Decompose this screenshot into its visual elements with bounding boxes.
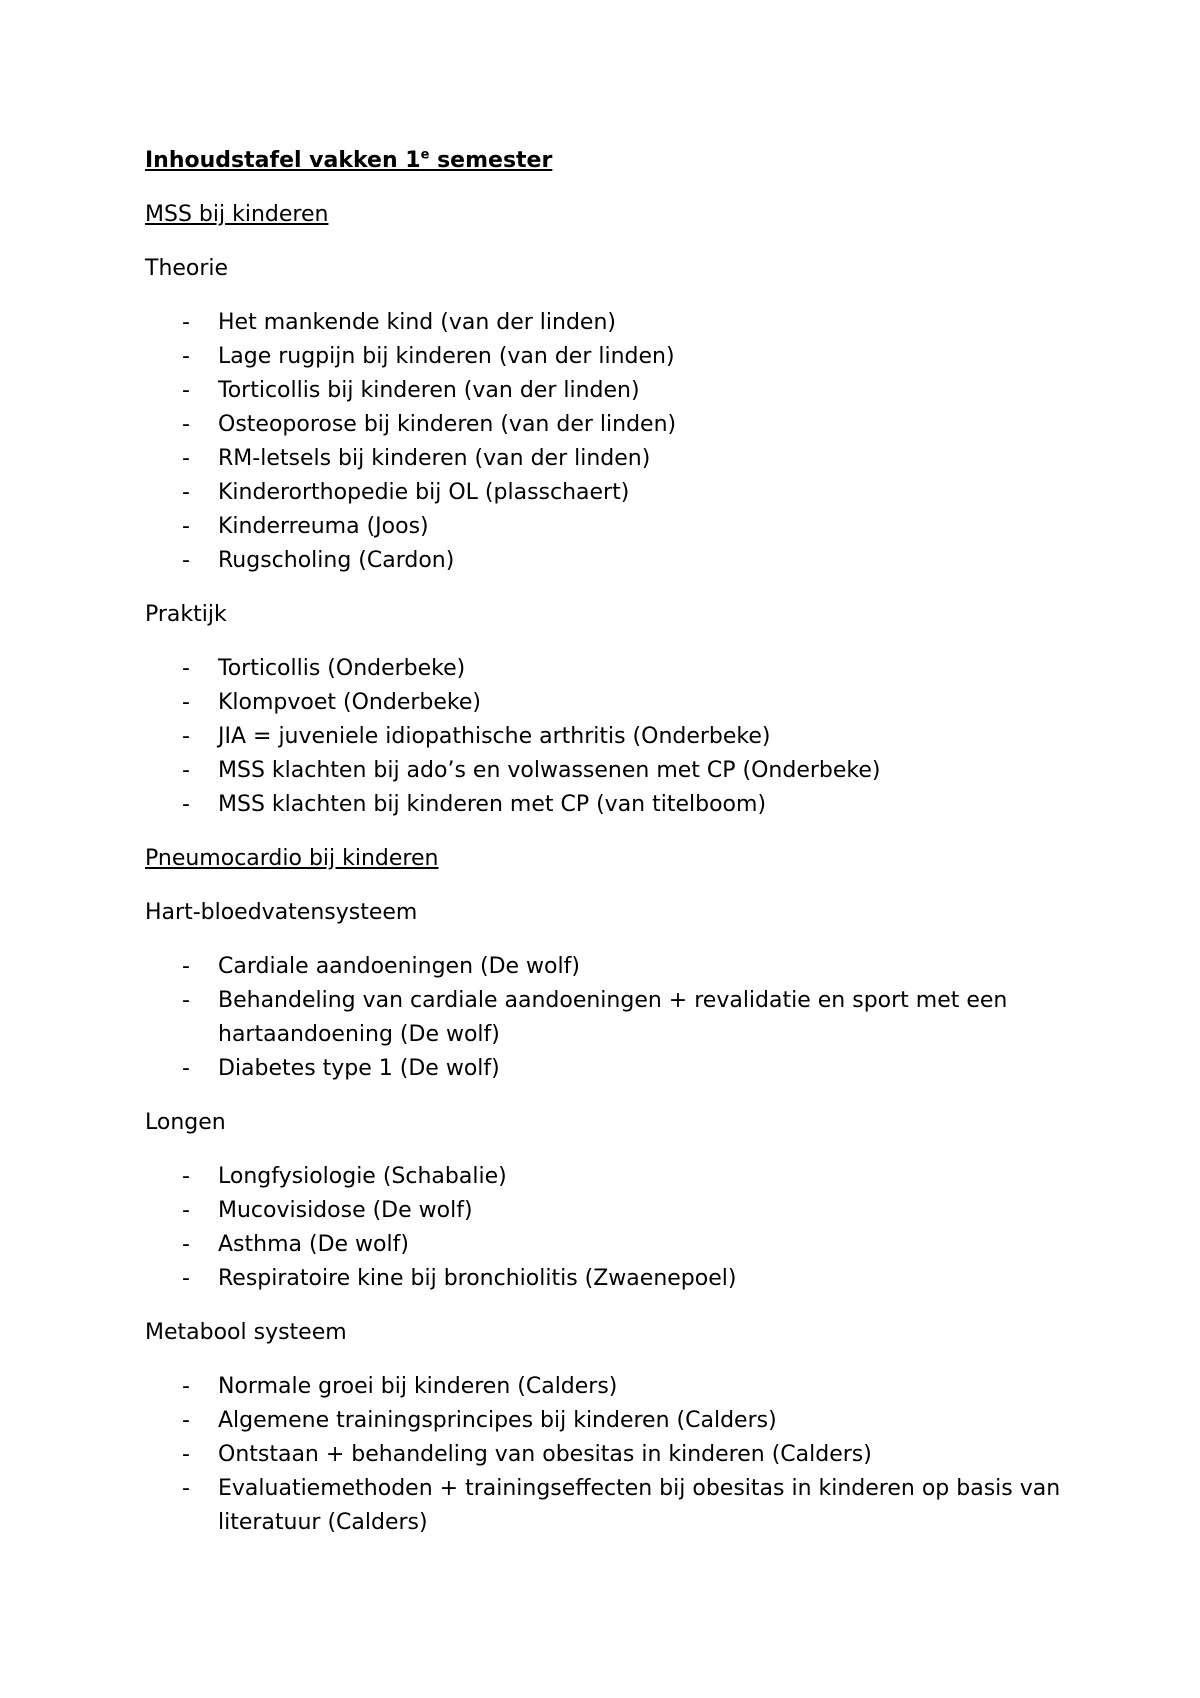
list-item-text: Algemene trainingsprincipes bij kinderen (Calders) (218, 1408, 777, 1433)
list-item (145, 1052, 1065, 1086)
list-item-text: Kinderorthopedie bij OL (plasschaert) (218, 480, 630, 505)
dash-bullet: - (182, 1056, 190, 1081)
bullet-list (145, 652, 1065, 822)
title-superscript: e (420, 147, 430, 163)
dash-bullet: - (182, 1266, 190, 1291)
list-item-text: Behandeling van cardiale aandoeningen + revalidatie en sport met een hartaandoening (De wolf) (218, 988, 1008, 1047)
dash-bullet: - (182, 310, 190, 335)
list-item-text: Het mankende kind (van der linden) (218, 310, 616, 335)
dash-bullet: - (182, 1232, 190, 1257)
dash-bullet: - (182, 1374, 190, 1399)
list-item-text: Mucovisidose (De wolf) (218, 1198, 473, 1223)
course-heading: MSS bij kinderen (145, 202, 329, 227)
list-item (145, 306, 1065, 340)
title-suffix: semester (429, 148, 553, 173)
dash-bullet: - (182, 792, 190, 817)
list-item-text: Lage rugpijn bij kinderen (van der linden) (218, 344, 675, 369)
list-item (145, 1438, 1065, 1472)
list-item (145, 1228, 1065, 1262)
list-item-text: Evaluatiemethoden + trainingseffecten bij obesitas in kinderen op basis van literatuur (Calders) (218, 1476, 1061, 1535)
list-item (145, 754, 1065, 788)
list-item (145, 374, 1065, 408)
list-item (145, 442, 1065, 476)
list-item (145, 1160, 1065, 1194)
group-heading: Hart-bloedvatensysteem (145, 900, 418, 925)
sections-container (145, 198, 1065, 1540)
list-item (145, 340, 1065, 374)
dash-bullet: - (182, 1408, 190, 1433)
list-item-text: MSS klachten bij kinderen met CP (van titelboom) (218, 792, 767, 817)
group-heading: Metabool systeem (145, 1320, 347, 1345)
list-item (145, 1370, 1065, 1404)
list-item (145, 544, 1065, 578)
list-item-text: Klompvoet (Onderbeke) (218, 690, 481, 715)
bullet-list (145, 950, 1065, 1086)
list-item-text: Longfysiologie (Schabalie) (218, 1164, 507, 1189)
list-item-text: Normale groei bij kinderen (Calders) (218, 1374, 618, 1399)
dash-bullet: - (182, 378, 190, 403)
list-item (145, 984, 1065, 1052)
list-item (145, 950, 1065, 984)
dash-bullet: - (182, 1442, 190, 1467)
list-item-text: Diabetes type 1 (De wolf) (218, 1056, 500, 1081)
dash-bullet: - (182, 988, 190, 1013)
list-item (145, 1472, 1065, 1540)
bullet-list (145, 1370, 1065, 1540)
dash-bullet: - (182, 446, 190, 471)
dash-bullet: - (182, 954, 190, 979)
list-item (145, 1194, 1065, 1228)
list-item-text: JIA = juveniele idiopathische arthritis (Onderbeke) (218, 724, 771, 749)
list-item (145, 720, 1065, 754)
list-item (145, 476, 1065, 510)
list-item-text: Respiratoire kine bij bronchiolitis (Zwaenepoel) (218, 1266, 737, 1291)
group-heading: Theorie (145, 256, 229, 281)
group-heading: Longen (145, 1110, 226, 1135)
document-content (145, 144, 1065, 1560)
page-title (145, 144, 1065, 178)
dash-bullet: - (182, 724, 190, 749)
list-item-text: Kinderreuma (Joos) (218, 514, 429, 539)
list-item-text: Torticollis bij kinderen (van der linden) (218, 378, 640, 403)
dash-bullet: - (182, 514, 190, 539)
bullet-list (145, 306, 1065, 578)
dash-bullet: - (182, 690, 190, 715)
list-item (145, 408, 1065, 442)
list-item-text: RM-letsels bij kinderen (van der linden) (218, 446, 651, 471)
bullet-list (145, 1160, 1065, 1296)
dash-bullet: - (182, 412, 190, 437)
list-item (145, 1262, 1065, 1296)
dash-bullet: - (182, 758, 190, 783)
list-item (145, 652, 1065, 686)
dash-bullet: - (182, 1198, 190, 1223)
dash-bullet: - (182, 480, 190, 505)
list-item (145, 510, 1065, 544)
dash-bullet: - (182, 548, 190, 573)
list-item-text: Asthma (De wolf) (218, 1232, 409, 1257)
list-item (145, 788, 1065, 822)
list-item-text: Torticollis (Onderbeke) (218, 656, 466, 681)
course-heading: Pneumocardio bij kinderen (145, 846, 439, 871)
list-item-text: Ontstaan + behandeling van obesitas in kinderen (Calders) (218, 1442, 872, 1467)
list-item-text: Osteoporose bij kinderen (van der linden) (218, 412, 677, 437)
dash-bullet: - (182, 1164, 190, 1189)
list-item-text: Cardiale aandoeningen (De wolf) (218, 954, 580, 979)
dash-bullet: - (182, 656, 190, 681)
list-item-text: MSS klachten bij ado’s en volwassenen met CP (Onderbeke) (218, 758, 881, 783)
list-item (145, 686, 1065, 720)
group-heading: Praktijk (145, 602, 227, 627)
dash-bullet: - (182, 1476, 190, 1501)
list-item (145, 1404, 1065, 1438)
dash-bullet: - (182, 344, 190, 369)
title-text: Inhoudstafel vakken 1 (145, 148, 421, 173)
list-item-text: Rugscholing (Cardon) (218, 548, 455, 573)
